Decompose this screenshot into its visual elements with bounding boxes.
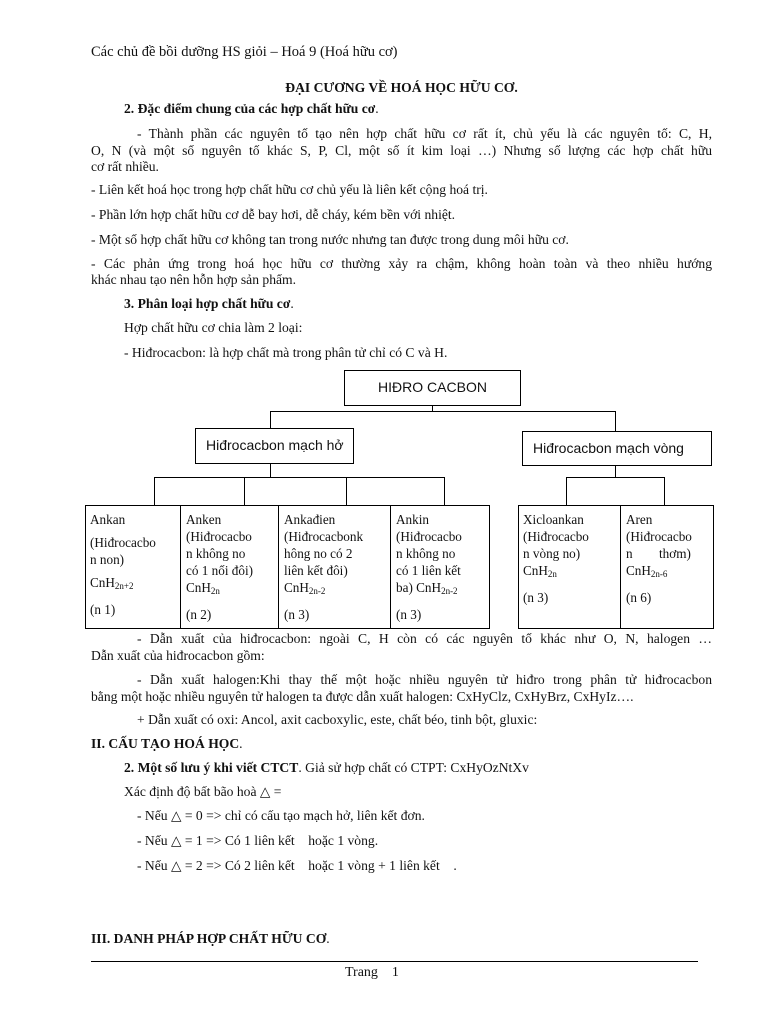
- section-2-heading: 2. Đặc điểm chung của các hợp chất hữu cơ.: [124, 101, 379, 116]
- derivatives-line-1: - Dẫn xuất của hiđrocacbon: ngoài C, H còn có các nguyên tố khác như O, N, halogen …: [137, 631, 712, 646]
- part-3-heading: III. DANH PHÁP HỢP CHẤT HỮU CƠ.: [91, 931, 330, 946]
- section-3-heading: 3. Phân loại hợp chất hữu cơ.: [124, 296, 294, 311]
- leaf-xicloankan: Xicloankan (Hiđrocacbo n vòng no) CnH$_{2n}$ (n 3): [518, 505, 621, 629]
- section-2-bullet-1: - Liên kết hoá học trong hợp chất hữu cơ chủ yếu là liên kết cộng hoá trị.: [91, 182, 488, 197]
- section-2-bullet-4: - Các phản ứng trong hoá học hữu cơ thường xảy ra chậm, không hoàn toàn và theo nhiều hướng: [91, 256, 712, 271]
- section-2-para-1: - Thành phần các nguyên tố tạo nên hợp chất hữu cơ rất ít, chủ yếu là các nguyên tố: C, H,: [137, 126, 712, 141]
- section-3-intro: Hợp chất hữu cơ chia làm 2 loại:: [124, 320, 303, 335]
- connector: [346, 477, 347, 505]
- open-chain-node-box: Hiđrocacbon mạch hở: [195, 428, 354, 464]
- connector: [154, 477, 155, 505]
- leaf-ankin: Ankin (Hiđrocacbo n không no có 1 liên kết ba) CnH$_{2n-2}$ (n 3): [396, 512, 462, 622]
- connector: [270, 411, 271, 429]
- halogen-derivative-line-2: bằng một hoặc nhiều nguyên tử halogen ta được dẫn xuất halogen: CxHyClz, CxHyBrz, CxHyIz….: [91, 689, 634, 704]
- connector: [270, 411, 616, 412]
- part-2-subheading: 2. Một số lưu ý khi viết CTCT. Giả sử hợp chất có CTPT: CxHyOzNtXv: [124, 760, 529, 775]
- connector: [615, 411, 616, 432]
- ring-node-box: Hiđrocacbon mạch vòng: [522, 431, 712, 466]
- connector: [444, 477, 445, 505]
- page-number: Trang 1: [345, 965, 399, 980]
- section-2-para-3: cơ rất nhiều.: [91, 159, 159, 174]
- connector: [615, 466, 616, 477]
- halogen-derivative-line-1: - Dẫn xuất halogen:Khi thay thế một hoặc nhiều nguyên tử hiđro trong phân tử hiđrocacbon: [137, 672, 712, 687]
- section-2-bullet-2: - Phần lớn hợp chất hữu cơ dễ bay hơi, dễ cháy, kém bền với nhiệt.: [91, 207, 456, 222]
- leaf-ankadien: Ankađien (Hiđrocacbonk hông no có 2 liên kết đôi) CnH$_{2n-2}$ (n 3): [279, 505, 391, 629]
- connector: [154, 477, 445, 478]
- leaf-ankan: Ankan (Hiđrocacbo n non) CnH$_{2n+2}$ (n 1): [85, 505, 181, 629]
- page-header: Các chủ đề bồi dưỡng HS giỏi – Hoá 9 (Hoá hữu cơ): [91, 44, 398, 60]
- delta-case-0: - Nếu △ = 0 => chỉ có cấu tạo mạch hở, liên kết đơn.: [137, 808, 425, 823]
- footer-rule: [91, 961, 698, 962]
- section-2-para-2: O, N (và một số nguyên tố khác S, P, Cl, một số ít kim loại …) Nhưng số lượng các hợp chất hữu: [91, 143, 712, 158]
- section-2-bullet-3: - Một số hợp chất hữu cơ không tan trong nước nhưng tan được trong dung môi hữu cơ.: [91, 232, 569, 247]
- derivatives-line-2: Dẫn xuất của hiđrocacbon gồm:: [91, 648, 265, 663]
- connector: [566, 477, 567, 505]
- root-node-box: HIĐRO CACBON: [344, 370, 521, 406]
- hydrocarbon-definition: - Hiđrocacbon: là hợp chất mà trong phân tử chỉ có C và H.: [124, 345, 448, 360]
- connector: [244, 477, 245, 505]
- connector: [664, 477, 665, 505]
- connector: [566, 477, 665, 478]
- section-2-bullet-4-cont: khác nhau tạo nên hỗn hợp sản phẩm.: [91, 272, 297, 287]
- delta-case-1: - Nếu △ = 1 => Có 1 liên kết hoặc 1 vòng.: [137, 833, 379, 848]
- document-title: ĐẠI CƯƠNG VỀ HOÁ HỌC HỮU CƠ.: [285, 80, 518, 95]
- part-2-heading: II. CẤU TẠO HOÁ HỌC.: [91, 736, 243, 751]
- oxygen-derivatives: + Dẫn xuất có oxi: Ancol, axit cacboxylic, este, chất béo, tinh bột, gluxic:: [137, 712, 538, 727]
- connector: [270, 464, 271, 477]
- leaf-aren: Aren (Hiđrocacbo n thơm) CnH$_{2n-6}$ (n 6): [626, 512, 692, 605]
- leaf-anken: Anken (Hiđrocacbo n không no có 1 nối đôi) CnH$_{2n}$ (n 2): [181, 505, 279, 629]
- saturation-degree: Xác định độ bất bão hoà △ =: [124, 784, 282, 799]
- delta-case-2: - Nếu △ = 2 => Có 2 liên kết hoặc 1 vòng + 1 liên kết .: [137, 858, 457, 873]
